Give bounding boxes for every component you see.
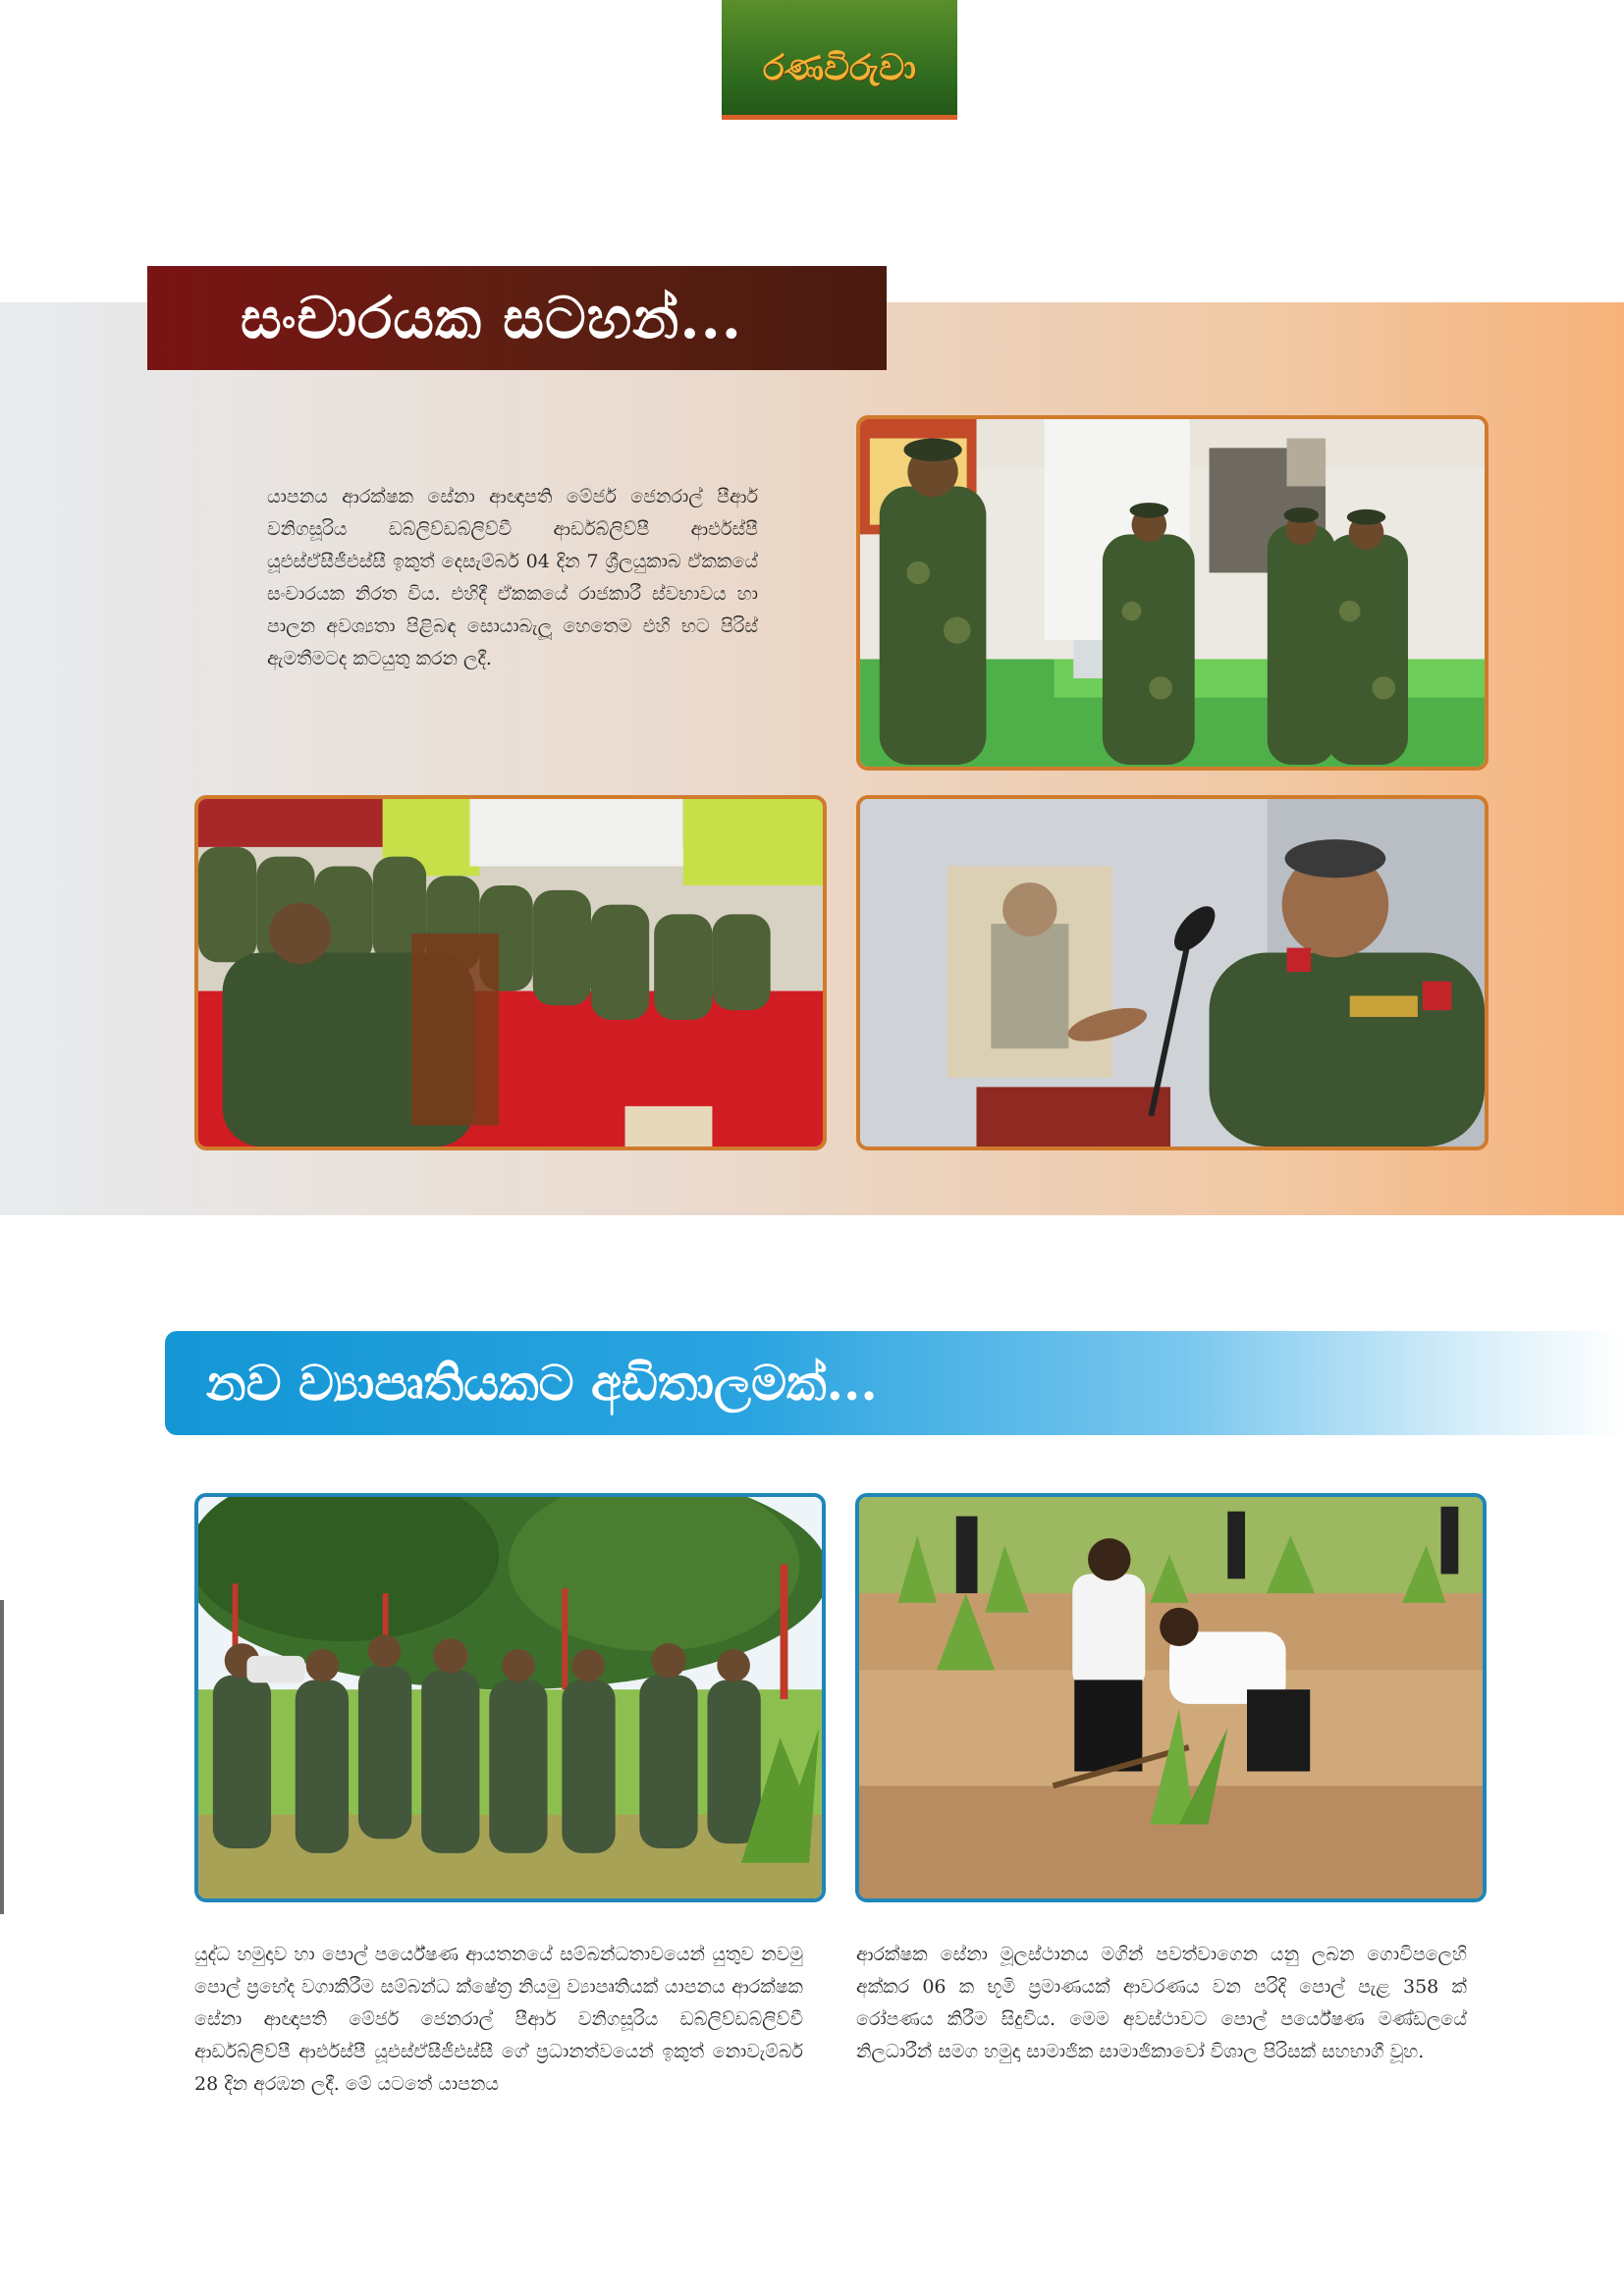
logo-text: රණවිරුවා xyxy=(763,47,916,88)
photo-inspection-visit xyxy=(856,415,1489,771)
magazine-logo xyxy=(722,0,957,120)
section2-left-text: යුද්ධ හමුදාව හා පොල් පර්යේෂණ ආයතනයේ සම්බන්ධතාවයෙන් යුතුව නවමු පොල් ප්‍රභේද වගාකිරීම සම්බන්ධ ක්ෂේත්‍ර නියමු ව්‍යාපෘතියක් යාපනය ආරක්ෂක සේනා ආඥාපති මේජර් ජෙනරාල් පීආර් වනිගසූරිය ඩබ්ලිව්ඩබ්ලිව්වී ආර්ඩබ්ලිව්පී ආර්එස්පී යූඑස්ඒසීජීඑස්සී ගේ ප්‍රධානත්වයෙන් ඉකුත් නොවැම්බර් 28 දින අරඹන ලදී. මේ යටතේ යාපනය xyxy=(194,1944,803,2095)
section1-body-text: යාපනය ආරක්ෂක සේනා ආඥාපති මේජර් ජෙනරාල් පීආර් වනිගසූරිය ඩබ්ලිව්ඩබ්ලිව්වී ආර්ඩබ්ලිව්පී ආර්එස්පී යූඑස්ඒසීජීඑස්සී ඉකුත් දෙසැම්බර් 04 දින 7 ශ්‍රීලයුකාබ ඒකකයේ සංචාරයක නිරත විය. එහිදී ඒකකයේ රාජකාරී ස්වභාවය හා පාලන අවශ්‍යතා පිළිබඳ සොයාබැලූ හෙතෙම එහි භට පිරිස් ඇමතීමටද කටයුතු කරන ලදී. xyxy=(267,486,758,669)
section2-title-banner xyxy=(165,1331,1624,1435)
section1-title-banner xyxy=(147,266,887,370)
photo-women-planting-coconut xyxy=(855,1493,1487,1902)
photo-soldiers-planting-site xyxy=(194,1493,826,1902)
page-edge-marker xyxy=(0,1600,4,1914)
section2-right-text: ආරක්ෂක සේනා මූලස්ථානය මගින් පවත්වාගෙන යනු ලබන ගොවිපලෙහි අක්කර 06 ක භූමි ප්‍රමාණයක් ආවරණය වන පරිදි පොල් පැළ 358 ක් රෝපණය කිරීම සිදුවිය. මෙම අවස්ථාවට පොල් පර්යේෂණ මණ්ඩලයේ නිලධාරීන් සමග හමුදා සාමාජික සාමාජිකාවෝ විශාල පිරිසක් සහභාගී වූහ. xyxy=(856,1944,1467,2062)
section2-title: නව ව්‍යාපෘතියකට අඩිතාලමක්... xyxy=(206,1354,878,1412)
section1-title: සංචාරයක සටහන්... xyxy=(241,284,742,351)
photo-seated-audience xyxy=(194,795,827,1150)
photo-speaker-address xyxy=(856,795,1489,1150)
